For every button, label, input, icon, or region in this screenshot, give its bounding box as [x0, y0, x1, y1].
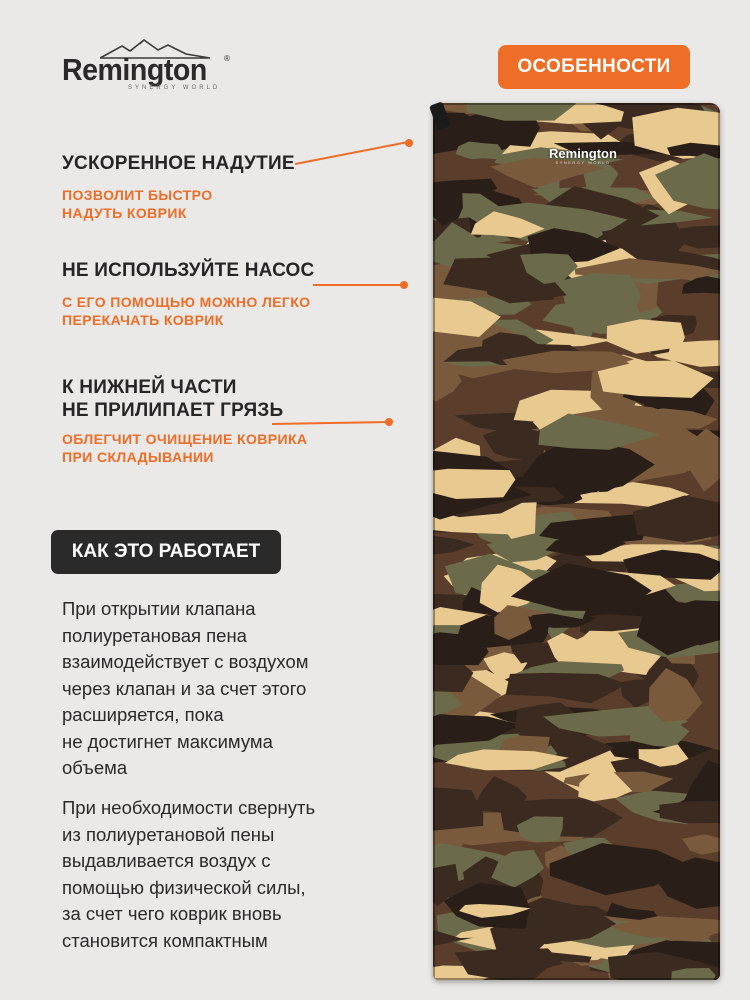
- feature-3-desc-line-2: ПРИ СКЛАДЫВАНИИ: [62, 449, 214, 465]
- feature-1-desc-line-1: ПОЗВОЛИТ БЫСТРО: [62, 187, 213, 203]
- how-paragraph-2: [62, 795, 382, 954]
- feature-2-connector: [313, 284, 403, 286]
- feature-2-title-line-1: НЕ ИСПОЛЬЗУЙТЕ НАСОС: [62, 260, 315, 281]
- feature-3-dot: [385, 418, 393, 426]
- how-it-works-badge: КАК ЭТО РАБОТАЕТ: [51, 530, 281, 574]
- how-p1-line: через клапан и за счет этого: [62, 677, 307, 699]
- feature-1-title-line-1: УСКОРЕННОЕ НАДУТИЕ: [62, 153, 295, 174]
- feature-2-title: [62, 259, 314, 282]
- how-p2-line: выдавливается воздух с: [62, 850, 271, 871]
- feature-1-connector: [295, 141, 407, 165]
- how-p2-line: При необходимости свернуть: [62, 797, 316, 818]
- feature-2-desc: [62, 293, 310, 329]
- how-paragraph-1: [62, 596, 382, 782]
- how-p1-line: полиуретановая пена: [62, 624, 247, 646]
- features-badge: ОСОБЕННОСТИ: [498, 45, 690, 89]
- registered-mark: ®: [224, 54, 230, 63]
- how-p2-line: помощью физической силы,: [62, 876, 306, 898]
- how-p2-line: становится компактным: [62, 929, 268, 951]
- feature-3-desc: [62, 430, 307, 466]
- feature-3-connector: [272, 421, 388, 425]
- feature-1-desc: [62, 186, 212, 222]
- mat-logo-tagline: SYNERGY WORLD: [555, 160, 611, 165]
- brand-name: Remington: [62, 52, 207, 87]
- how-p1-line: не достигнет максимума: [62, 730, 273, 752]
- how-p1-line: объема: [62, 757, 128, 778]
- mat-logo: [548, 146, 618, 168]
- feature-3-title-line-1: К НИЖНЕЙ ЧАСТИ: [62, 377, 237, 398]
- how-p1-line: При открытии клапана: [62, 598, 256, 619]
- feature-2-desc-line-2: ПЕРЕКАЧАТЬ КОВРИК: [62, 312, 224, 328]
- feature-3-desc-line-1: ОБЛЕГЧИТ ОЧИЩЕНИЕ КОВРИКА: [62, 431, 308, 447]
- how-p2-line: за счет чего коврик вновь: [62, 903, 282, 924]
- feature-1-dot: [405, 139, 413, 147]
- feature-1-desc-line-2: НАДУТЬ КОВРИК: [62, 205, 187, 221]
- feature-2-desc-line-1: С ЕГО ПОМОЩЬЮ МОЖНО ЛЕГКО: [62, 294, 311, 310]
- camo-pattern: [433, 103, 720, 980]
- feature-3-title-line-2: НЕ ПРИЛИПАЕТ ГРЯЗЬ: [62, 400, 284, 421]
- camo-mat-image: [433, 103, 720, 980]
- brand-logo: [62, 38, 232, 94]
- feature-3-title: [62, 376, 283, 422]
- how-p1-line: расширяется, пока: [62, 704, 224, 725]
- mat-logo-name: Remington: [549, 146, 617, 161]
- how-p2-line: из полиуретановой пены: [62, 823, 275, 845]
- how-p1-line: взаимодействует с воздухом: [62, 651, 309, 672]
- feature-1-title: [62, 152, 295, 175]
- feature-2-dot: [400, 281, 408, 289]
- brand-tagline: SYNERGY WORLD: [128, 85, 221, 91]
